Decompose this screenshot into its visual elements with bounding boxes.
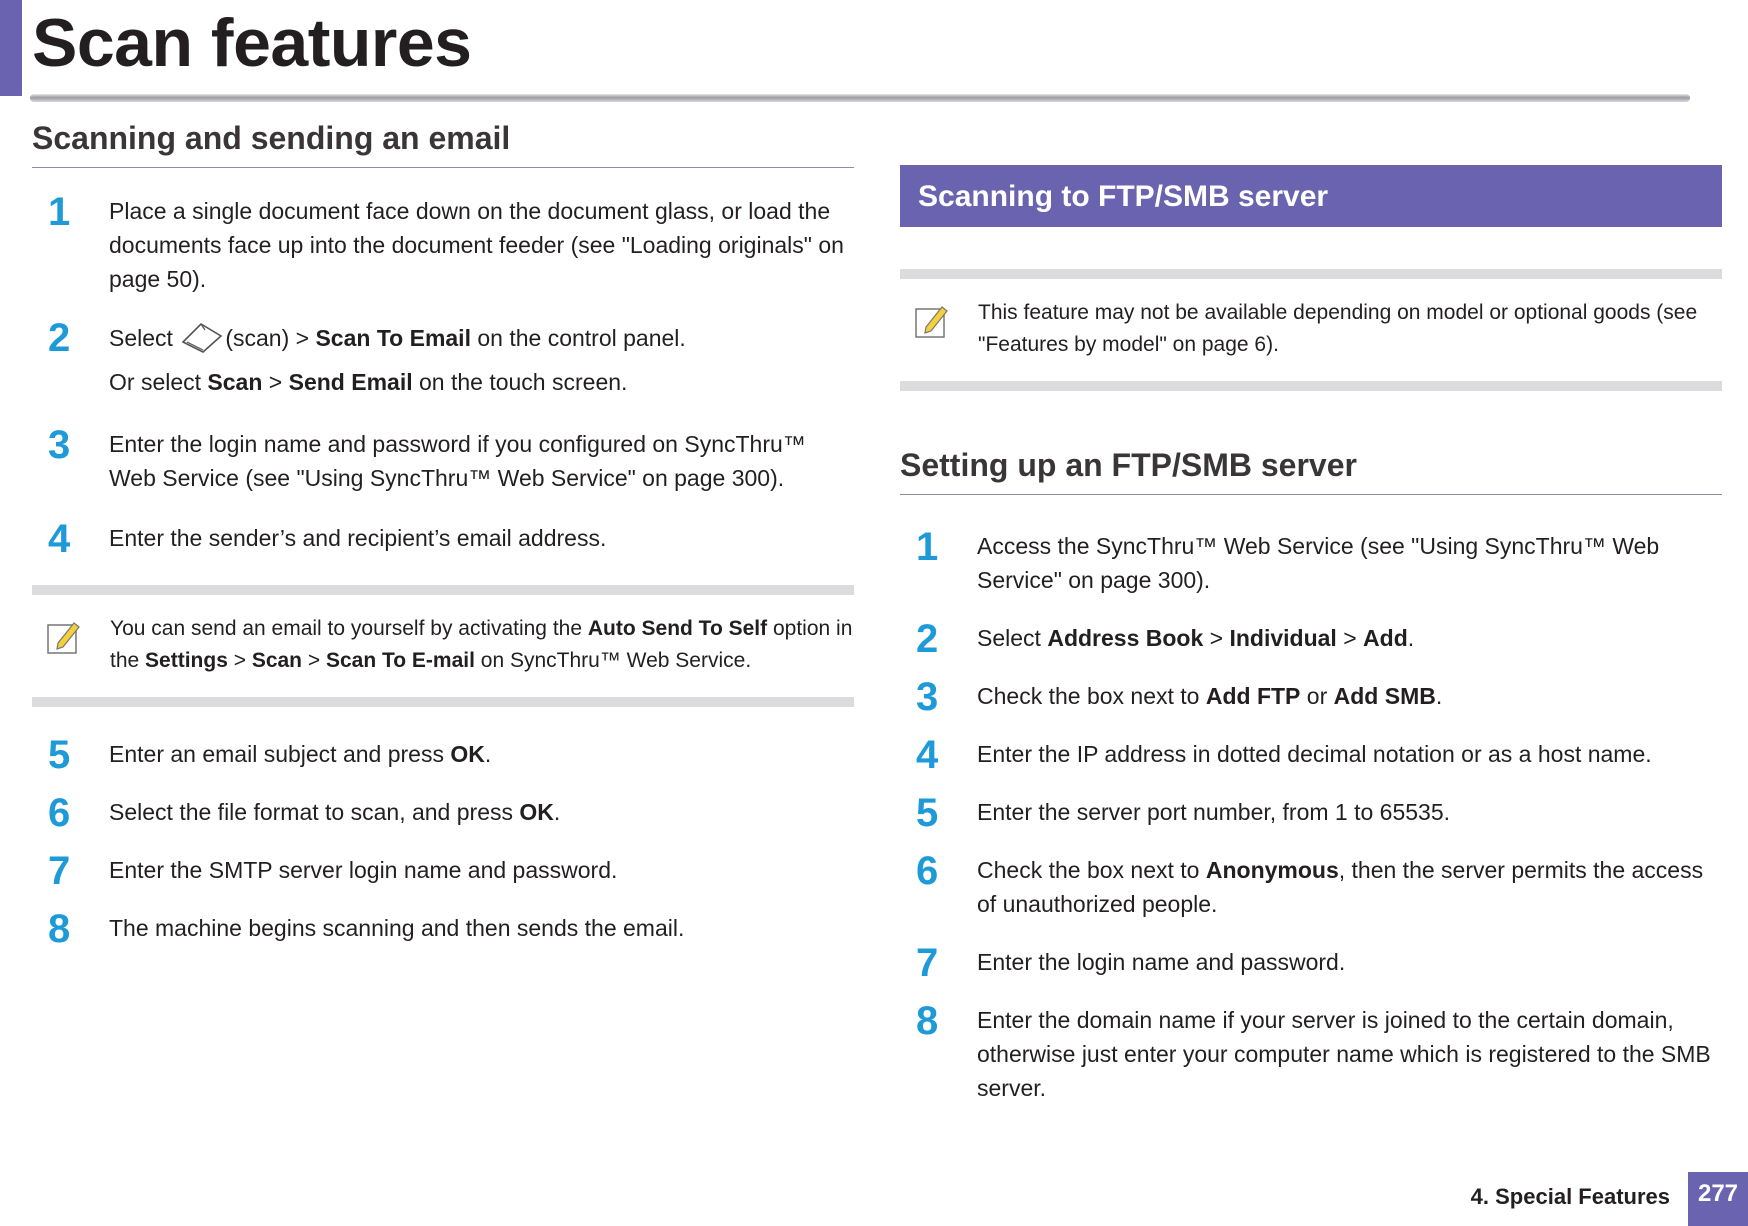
- step-sep: >: [1203, 625, 1230, 651]
- list-item: [900, 733, 1722, 777]
- step-text-mid: or: [1300, 683, 1334, 709]
- note-text-tail: on SyncThru™ Web Service.: [474, 649, 752, 672]
- list-item: [900, 525, 1722, 597]
- step-text-tail: .: [1435, 683, 1443, 709]
- step-text-select: Select: [109, 325, 180, 351]
- list-item: [32, 190, 854, 296]
- note-pencil-icon: [914, 303, 950, 339]
- step-sep: >: [1336, 625, 1364, 651]
- step-text-tail: , then the server permits the access of unauthorized people.: [977, 857, 1704, 917]
- list-item: [900, 617, 1722, 661]
- step-number: 4: [48, 517, 71, 561]
- ok-label: OK: [450, 741, 485, 767]
- list-item: [32, 849, 854, 893]
- list-item: [900, 675, 1722, 719]
- list-item: [900, 999, 1722, 1105]
- note-text: You can send an email to yourself by activating the: [110, 617, 588, 640]
- step-text: Enter the SMTP server login name and password.: [109, 857, 618, 883]
- list-item: [900, 791, 1722, 835]
- note-pencil-icon: [46, 619, 82, 655]
- send-email-label: Send Email: [288, 369, 413, 395]
- step-subtext: [109, 365, 854, 399]
- page-footer: [1348, 1172, 1748, 1226]
- address-book-label: Address Book: [1047, 625, 1204, 651]
- list-item: [900, 849, 1722, 921]
- step-text: Enter the server port number, from 1 to 65535.: [977, 799, 1451, 825]
- scan-to-email-note-label: Scan To E-mail: [325, 649, 475, 672]
- auto-send-to-self-label: Auto Send To Self: [587, 617, 768, 640]
- step-text: Enter the login name and password if you configured on SyncThru™ Web Service (see "Using SyncThru™ Web Service" on page 300).: [109, 431, 806, 491]
- section-banner-ftp-smb: Scanning to FTP/SMB server: [900, 165, 1722, 227]
- note-sep: >: [302, 649, 326, 672]
- step-text-tail: .: [484, 741, 492, 767]
- settings-label: Settings: [145, 649, 228, 672]
- step-text: The machine begins scanning and then sends the email.: [109, 915, 685, 941]
- scan-label: (scan) >: [225, 325, 316, 351]
- step-text: Access the SyncThru™ Web Service (see "Using SyncThru™ Web Service" on page 300).: [977, 533, 1660, 593]
- step-text: Check the box next to: [977, 857, 1206, 883]
- step-text: Enter an email subject and press: [109, 741, 451, 767]
- note-text: This feature may not be available depending on model or optional goods (see "Features by model" on page 6).: [978, 301, 1698, 356]
- step-number: 8: [916, 999, 939, 1043]
- page-title: Scan features: [32, 5, 472, 81]
- subtext-pre: Or select: [109, 369, 208, 395]
- step-number: 8: [48, 907, 71, 951]
- list-item: [900, 941, 1722, 985]
- section-heading-email: Scanning and sending an email: [32, 120, 854, 168]
- step-text: Select the file format to scan, and press: [109, 799, 520, 825]
- ok-label: OK: [519, 799, 554, 825]
- list-item: [32, 517, 854, 561]
- step-number: 1: [48, 190, 71, 234]
- scan-label-note: Scan: [251, 649, 303, 672]
- email-steps-list-continued: [32, 733, 854, 951]
- note-text-mid: option in the: [110, 617, 853, 672]
- subtext-tail: on the touch screen.: [412, 369, 628, 395]
- scan-icon: [179, 320, 225, 354]
- list-item: [32, 791, 854, 835]
- step-number: 4: [916, 733, 939, 777]
- anonymous-label: Anonymous: [1205, 857, 1339, 883]
- header-accent-bar: [0, 0, 22, 96]
- step-text-tail: .: [1407, 625, 1415, 651]
- list-item: [32, 733, 854, 777]
- scan-to-email-label: Scan To Email: [315, 325, 471, 351]
- step-number: 5: [916, 791, 939, 835]
- list-item: [32, 423, 854, 495]
- section-heading-ftp-setup: Setting up an FTP/SMB server: [900, 447, 1722, 495]
- step-text: Enter the IP address in dotted decimal notation or as a host name.: [977, 741, 1652, 767]
- step-number: 7: [48, 849, 71, 893]
- email-steps-list: [32, 190, 854, 561]
- list-item: [32, 907, 854, 951]
- subtext-sep: >: [262, 369, 289, 395]
- step-number: 1: [916, 525, 939, 569]
- note-box-auto-send: [32, 585, 854, 707]
- step-number: 7: [916, 941, 939, 985]
- title-divider: [30, 94, 1690, 102]
- page-number: 277: [1688, 1172, 1748, 1226]
- step-text-tail: .: [553, 799, 561, 825]
- add-smb-label: Add SMB: [1333, 683, 1436, 709]
- step-text: Select: [977, 625, 1048, 651]
- left-column: [32, 120, 854, 951]
- footer-section-label: 4. Special Features: [1470, 1184, 1670, 1209]
- step-text: Enter the login name and password.: [977, 949, 1346, 975]
- step-number: 3: [916, 675, 939, 719]
- step-number: 6: [48, 791, 71, 835]
- step-number: 5: [48, 733, 71, 777]
- ftp-steps-list: [900, 525, 1722, 1105]
- add-label: Add: [1363, 625, 1408, 651]
- step-number: 2: [916, 617, 939, 661]
- step-text-tail: on the control panel.: [470, 325, 686, 351]
- step-number: 2: [48, 316, 71, 360]
- add-ftp-label: Add FTP: [1205, 683, 1301, 709]
- individual-label: Individual: [1229, 625, 1337, 651]
- note-sep: >: [227, 649, 252, 672]
- right-column: [900, 165, 1722, 1105]
- step-text: Check the box next to: [977, 683, 1206, 709]
- step-text: Enter the sender’s and recipient’s email address.: [109, 525, 607, 551]
- scan-label-bold: Scan: [207, 369, 263, 395]
- step-text: Place a single document face down on the document glass, or load the documents face up into the document feeder (see "Loading originals" on page 50).: [109, 198, 844, 292]
- step-number: 6: [916, 849, 939, 893]
- list-item: [32, 316, 854, 399]
- step-text: Enter the domain name if your server is joined to the certain domain, otherwise just enter your computer name which is registered to the SMB server.: [977, 1007, 1711, 1101]
- note-box-availability: [900, 269, 1722, 391]
- step-number: 3: [48, 423, 71, 467]
